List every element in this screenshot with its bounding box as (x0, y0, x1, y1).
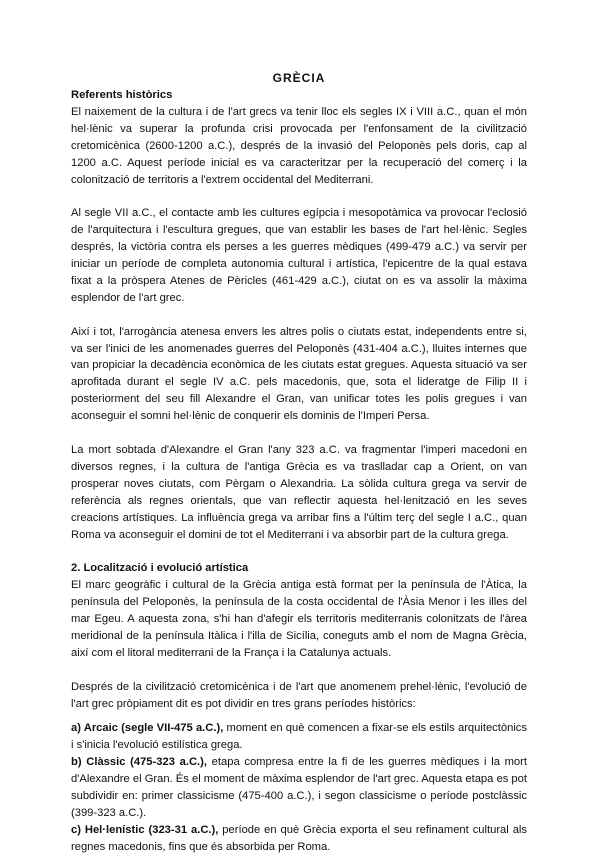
paragraph: Al segle VII a.C., el contacte amb les cultures egípcia i mesopotàmica va provocar l'eclosió de l'arquitectura i l'escultura gregues, que van establir les bases de l'art hel·lènic. Segles després, la victòria contra els perses a les guerres mèdiques (499-479 a.C.) va servir per iniciar un període de completa autonomia cultural i artística, l'epicentre de la qual estava fixat a la pròspera Atenes de Pèricles (461-429 a.C.), ciutat on es va assolir la màxima esplendor de l'art grec. (71, 207, 527, 304)
period-item-arcaic (71, 720, 527, 754)
section-heading-referents: Referents històrics (71, 89, 173, 101)
section-heading-localitzacio: 2. Localització i evolució artística (71, 562, 249, 575)
period-item-classic (71, 754, 527, 822)
paragraph: Després de la civilització cretomicènica i de l'art que anomenem prehel·lènic, l'evolució de l'art grec pròpiament dit es pot dividir en tres grans períodes històrics: (71, 680, 527, 710)
paragraph: El marc geogràfic i cultural de la Grècia antiga està format per la península de l'Àtica, la península del Peloponès, la península de la costa occidental de l'Àsia Menor i les illes del mar Egeu. A aquesta zona, s'hi han d'afegir els territoris mediterranis colonitzats de l'àrea meridional de la península Itàlica i l'illa de Sicília, coneguts amb el nom de Magna Grècia, així com el litoral mediterrani de la França i la Catalunya actuals. (71, 579, 527, 659)
period-label: c) Hel·lenístic (323-31 a.C.), (71, 823, 219, 836)
period-text: etapa compresa entre la fi de les guerres mèdiques i la mort d'Alexandre el Gran. És el moment de màxima esplendor de l'art grec. Aquesta etapa es pot subdividir en: primer classicisme (475-400 a.C.), i segon classicisme o període postclàssic (399-323 a.C.). (71, 756, 527, 819)
paragraph: El naixement de la cultura i de l'art grecs va tenir lloc els segles IX i VIII a.C., quan el món hel·lènic va superar la profunda crisi provocada per l'enfonsament de la civilització cretomicènica (2600-1200 a.C.), després de la invasió del Peloponès pels doris, cap al 1200 a.C. Aquest període inicial es va caracteritzar per la recuperació del comerç i la colonització de territoris a l'extrem occidental del Mediterrani. (71, 105, 527, 186)
period-text: període en què Grècia exporta el seu refinament cultural als regnes macedonis, fins que és absorbida per Roma. (71, 823, 527, 853)
period-item-hellenistic (71, 822, 527, 856)
period-text: moment en què comencen a fixar-se els estils arquitectònics i s'inicia l'evolució estilística grega. (71, 722, 527, 752)
page-title: GRÈCIA (272, 71, 326, 85)
paragraph: Així i tot, l'arrogància atenesa envers les altres polis o ciutats estat, independents entre si, va ser l'inici de les anomenades guerres del Peloponès (431-404 a.C.), lluites internes que van propiciar la decadència econòmica de les ciutats estat gregues. Aquesta situació va ser aprofitada durant el segle IV a.C. pels macedonis, que, sota el lideratge de Filip II i posteriorment del seu fill Alexandre el Gran, van unificar totes les polis gregues i van aconseguir el somni hel·lènic de conquerir els dominis de l'Imperi Persa. (71, 325, 527, 423)
period-label: b) Clàssic (475-323 a.C.), (71, 756, 207, 769)
document-page (71, 70, 527, 856)
period-label: a) Arcaic (segle VII-475 a.C.), (71, 722, 224, 735)
paragraph: La mort sobtada d'Alexandre el Gran l'any 323 a.C. va fragmentar l'imperi macedoni en diversos regnes, i la cultura de l'antiga Grècia es va traslladar cap a Orient, on van prosperar noves ciutats, com Pèrgam o Alexandria. La sòlida cultura grega va servir de referència als regnes orientals, que van reflectir aquesta hel·lenització en les seves creacions artístiques. La influència grega va arribar fins a l'últim terç del segle I a.C., quan Roma va aconseguir el domini de tot el Mediterrani i va absorbir part de la cultura grega. (71, 443, 527, 541)
